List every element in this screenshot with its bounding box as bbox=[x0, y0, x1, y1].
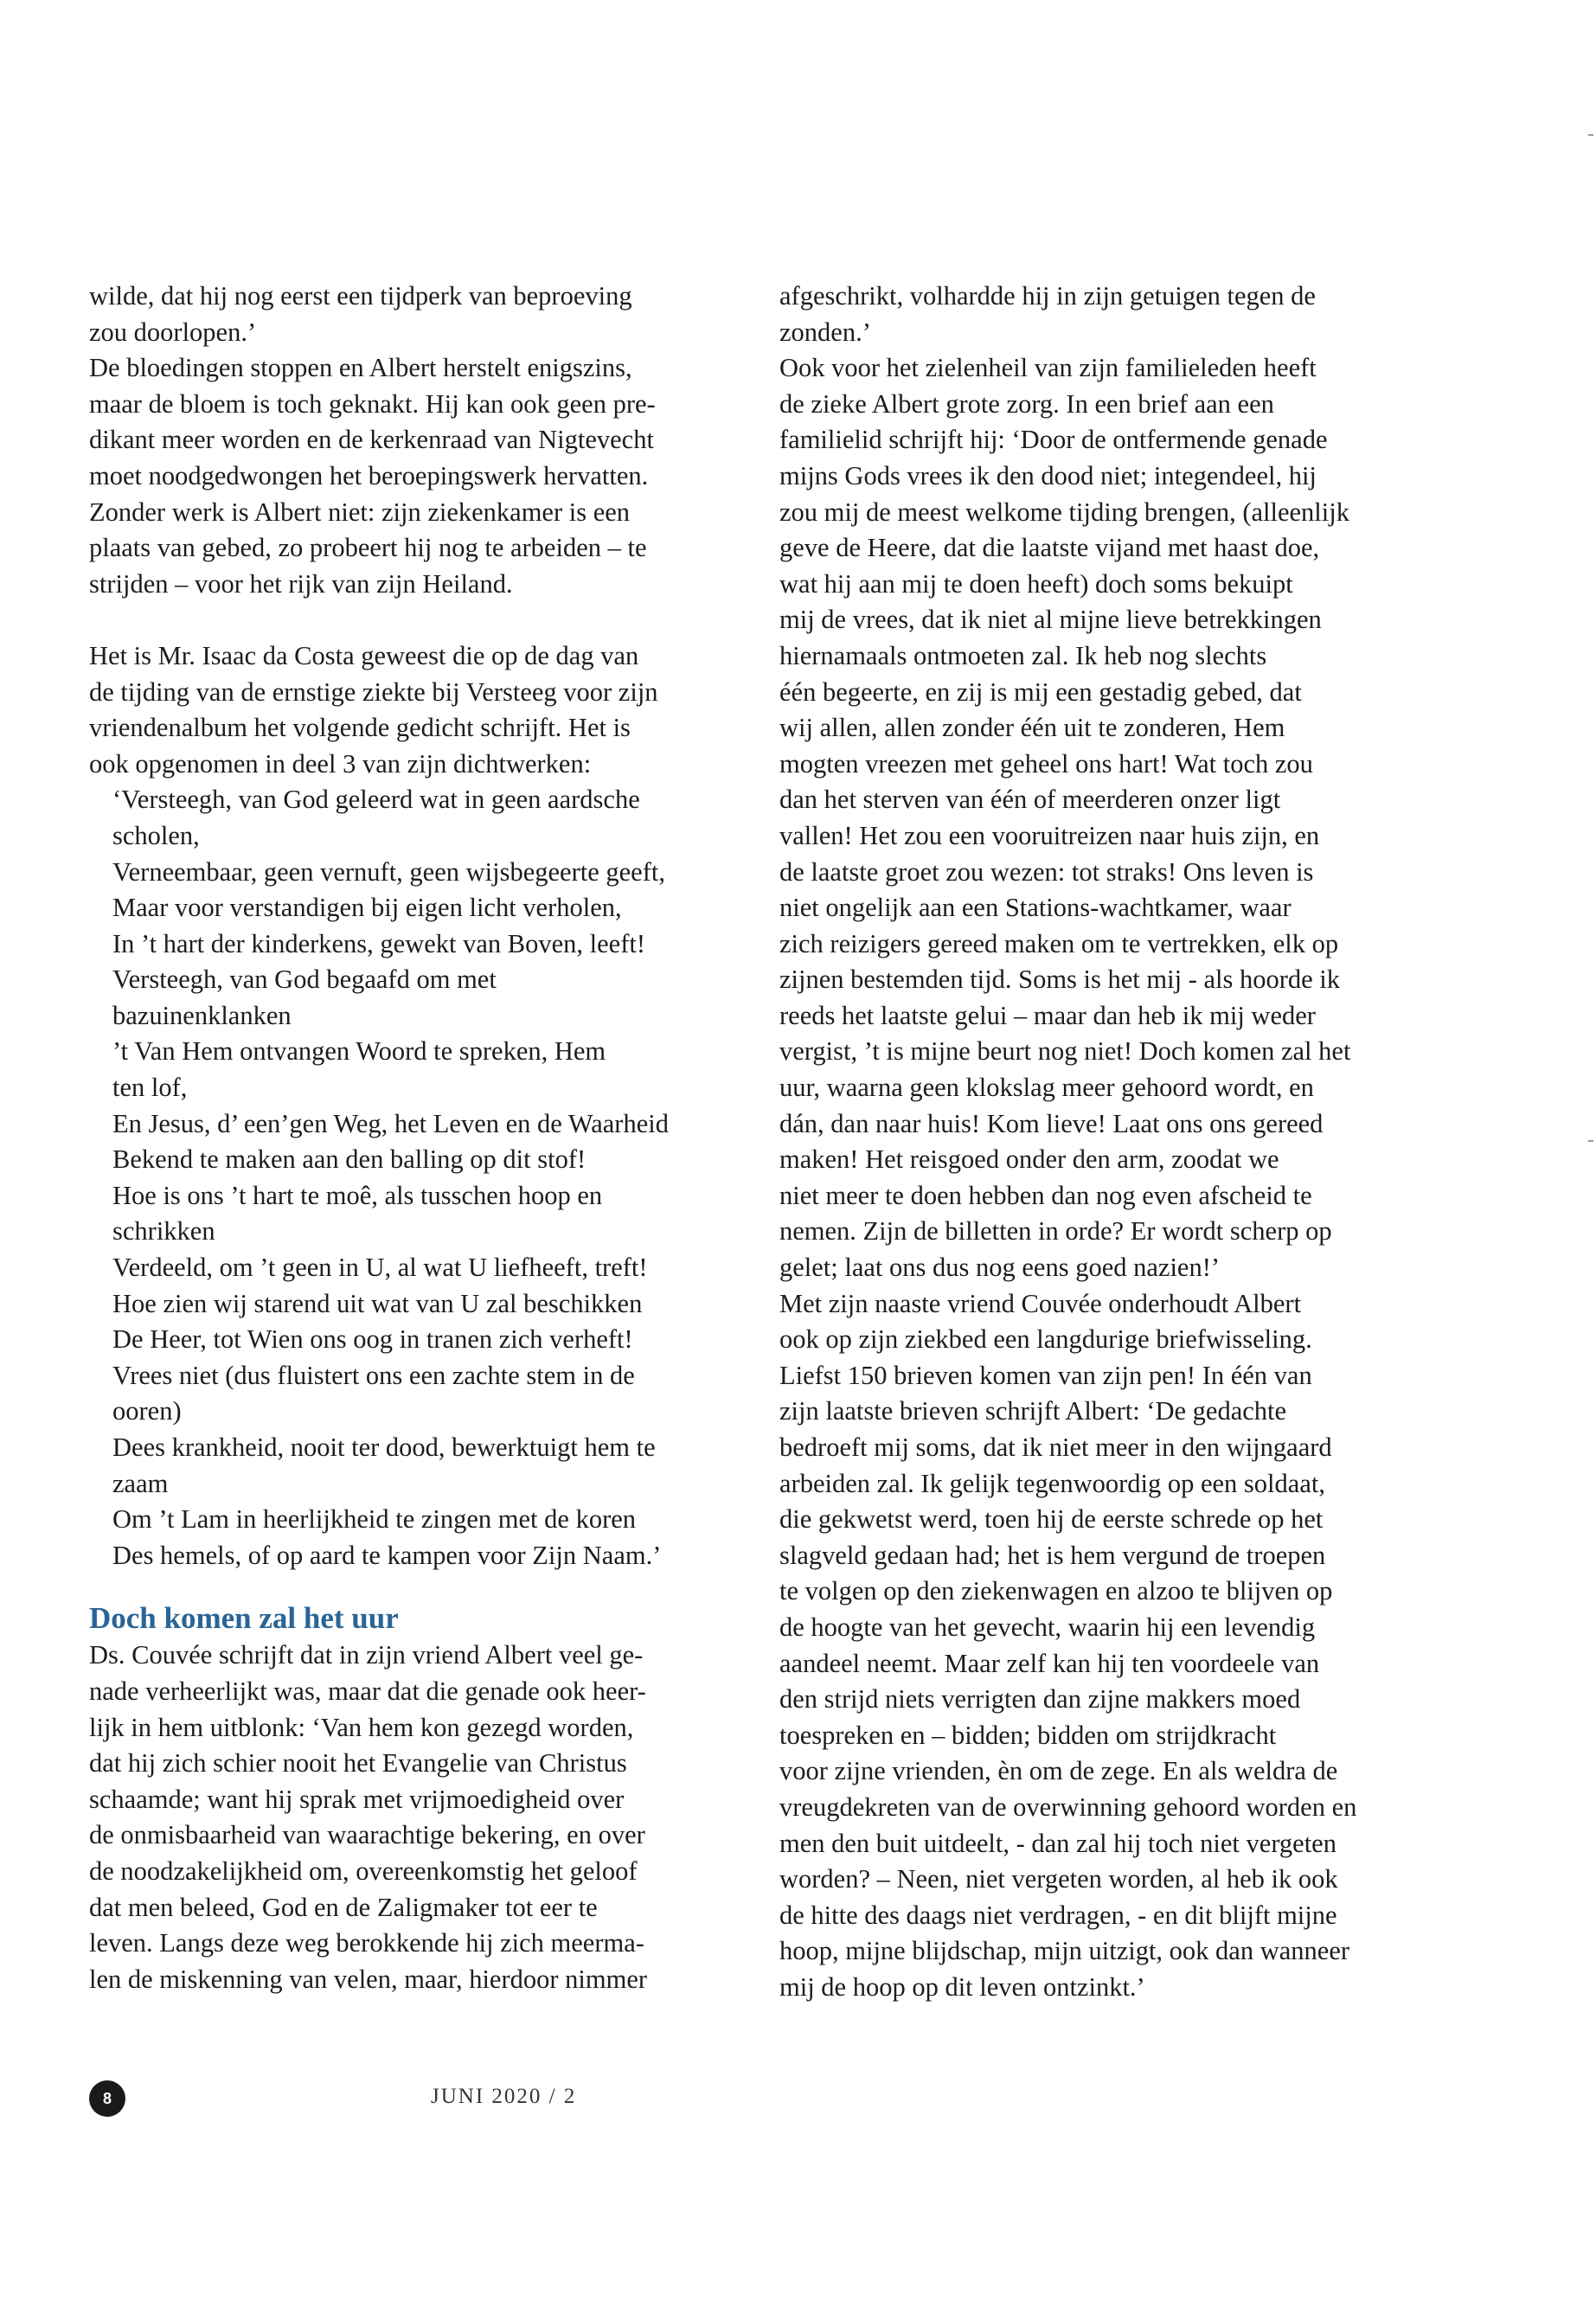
text-line: de laatste groet zou wezen: tot straks! Ons leven is bbox=[779, 856, 1314, 887]
paragraph-2 bbox=[89, 638, 747, 782]
issue-label: JUNI 2020 / 2 bbox=[431, 2085, 577, 2108]
text-line: geve de Heere, dat die laatste vijand met haast doe, bbox=[779, 533, 1320, 563]
text-line: de hitte des daags niet verdragen, - en dit blijft mijne bbox=[779, 1900, 1337, 1930]
poem-line: Vrees niet (dus fluistert ons een zachte stem in de bbox=[112, 1360, 635, 1390]
heading-spacer bbox=[89, 1574, 747, 1599]
paragraph-3 bbox=[89, 1638, 747, 1997]
text-line: mogten vreezen met geheel ons hart! Wat toch zou bbox=[779, 748, 1313, 779]
text-line: dat men beleed, God en de Zaligmaker tot eer te bbox=[89, 1892, 598, 1922]
poem-line: Hoe zien wij starend uit wat van U zal beschikken bbox=[112, 1288, 643, 1318]
text-line: leven. Langs deze weg berokkende hij zich meerma- bbox=[89, 1928, 644, 1958]
text-line: moet noodgedwongen het beroepingswerk hervatten. bbox=[89, 460, 649, 490]
text-line: zonden.’ bbox=[779, 317, 871, 347]
poem-line: ‘Versteegh, van God geleerd wat in geen aardsche bbox=[112, 785, 640, 815]
poem-line: schrikken bbox=[112, 1216, 215, 1247]
right-column-text bbox=[779, 279, 1445, 2006]
poem-line: Om ’t Lam in heerlijkheid te zingen met de koren bbox=[112, 1504, 637, 1535]
text-line: toespreken en – bidden; bidden om strijdkracht bbox=[779, 1720, 1277, 1750]
poem-line: Des hemels, of op aard te kampen voor Zijn Naam.’ bbox=[112, 1540, 662, 1570]
text-line: nemen. Zijn de billetten in orde? Er wordt scherp op bbox=[779, 1216, 1332, 1247]
text-line: plaats van gebed, zo probeert hij nog te arbeiden – te bbox=[89, 533, 647, 563]
text-line: vallen! Het zou een vooruitreizen naar huis zijn, en bbox=[779, 820, 1320, 850]
text-line: lijk in hem uitblonk: ‘Van hem kon gezegd worden, bbox=[89, 1712, 634, 1742]
text-line: mij de hoop op dit leven ontzinkt.’ bbox=[779, 1971, 1145, 2002]
text-line: vreugdekreten van de overwinning gehoord worden en bbox=[779, 1791, 1357, 1822]
text-line: Liefst 150 brieven komen van zijn pen! In één van bbox=[779, 1360, 1312, 1390]
text-line: zou doorlopen.’ bbox=[89, 317, 257, 347]
text-line: de onmisbaarheid van waarachtige bekering, en over bbox=[89, 1820, 645, 1850]
text-line: de tijding van de ernstige ziekte bij Versteeg voor zijn bbox=[89, 676, 658, 707]
poem-line: ten lof, bbox=[112, 1073, 188, 1103]
text-line: hiernamaals ontmoeten zal. Ik heb nog slechts bbox=[779, 640, 1267, 670]
text-line: arbeiden zal. Ik gelijk tegenwoordig op een soldaat, bbox=[779, 1468, 1325, 1498]
text-line: maken! Het reisgoed onder den arm, zoodat we bbox=[779, 1144, 1279, 1175]
poem-line: In ’t hart der kinderkens, gewekt van Boven, leeft! bbox=[112, 928, 646, 958]
text-line: één begeerte, en zij is mij een gestadig gebed, dat bbox=[779, 676, 1302, 707]
section-heading: Doch komen zal het uur bbox=[89, 1601, 399, 1636]
text-line: dikant meer worden en de kerkenraad van Nigtevecht bbox=[89, 425, 654, 455]
text-line: Het is Mr. Isaac da Costa geweest die op de dag van bbox=[89, 640, 639, 670]
text-line: schaamde; want hij sprak met vrijmoedigheid over bbox=[89, 1784, 625, 1814]
text-line: vriendenalbum het volgende gedicht schrijft. Het is bbox=[89, 713, 631, 743]
poem-line: scholen, bbox=[112, 820, 200, 850]
text-line: voor zijne vrienden, èn om de zege. En als weldra de bbox=[779, 1756, 1338, 1786]
poem-line: ’t Van Hem ontvangen Woord te spreken, Hem bbox=[112, 1036, 606, 1067]
text-line: hoop, mijne blijdschap, mijn uitzigt, ook dan wanneer bbox=[779, 1936, 1350, 1966]
text-line: bedroeft mij soms, dat ik niet meer in den wijngaard bbox=[779, 1433, 1332, 1462]
text-line: niet meer te doen hebben dan nog even afscheid te bbox=[779, 1180, 1312, 1210]
poem-block bbox=[89, 782, 747, 1574]
text-line: Met zijn naaste vriend Couvée onderhoudt Albert bbox=[779, 1288, 1302, 1318]
text-line: worden? – Neen, niet vergeten worden, al heb ik ook bbox=[779, 1864, 1338, 1894]
text-line: aandeel neemt. Maar zelf kan hij ten voordeele van bbox=[779, 1648, 1320, 1678]
poem-line: ooren) bbox=[112, 1396, 182, 1426]
text-line: die gekwetst werd, toen hij de eerste schrede op het bbox=[779, 1504, 1324, 1535]
crop-mark bbox=[1588, 1140, 1593, 1142]
paragraph-1 bbox=[89, 279, 747, 602]
poem-line: Versteegh, van God begaafd om met bbox=[112, 965, 497, 995]
text-line: zou mij de meest welkome tijding brengen, (alleenlijk bbox=[779, 497, 1349, 527]
text-line: dat hij zich schier nooit het Evangelie van Christus bbox=[89, 1748, 627, 1779]
text-line: reeds het laatste gelui – maar dan heb ik mij weder bbox=[779, 1000, 1316, 1030]
poem-line: De Heer, tot Wien ons oog in tranen zich verheft! bbox=[112, 1324, 633, 1355]
text-line: maar de bloem is toch geknakt. Hij kan ook geen pre- bbox=[89, 388, 656, 419]
text-line: slagveld gedaan had; het is hem vergund de troepen bbox=[779, 1540, 1326, 1570]
poem-line: Hoe is ons ’t hart te moê, als tusschen hoop en bbox=[112, 1180, 603, 1210]
text-line: afgeschrikt, volhardde hij in zijn getuigen tegen de bbox=[779, 281, 1316, 311]
text-line: vergist, ’t is mijne beurt nog niet! Doch komen zal het bbox=[779, 1036, 1351, 1067]
poem-line: En Jesus, d’ een’gen Weg, het Leven en de Waarheid bbox=[112, 1108, 669, 1138]
text-line: ook opgenomen in deel 3 van zijn dichtwerken: bbox=[89, 748, 592, 779]
text-line: men den buit uitdeelt, - dan zal hij toch niet vergeten bbox=[779, 1828, 1336, 1858]
poem-line: zaam bbox=[112, 1468, 169, 1498]
text-line: Ds. Couvée schrijft dat in zijn vriend Albert veel ge- bbox=[89, 1640, 644, 1670]
text-line: ook op zijn ziekbed een langdurige briefwisseling. bbox=[779, 1324, 1312, 1355]
text-line: nade verheerlijkt was, maar dat die genade ook heer- bbox=[89, 1676, 646, 1706]
text-line: de noodzakelijkheid om, overeenkomstig het geloof bbox=[89, 1856, 638, 1886]
paragraph-spacer bbox=[89, 602, 747, 638]
poem-line: bazuinenklanken bbox=[112, 1000, 292, 1030]
text-line: de zieke Albert grote zorg. In een brief aan een bbox=[779, 388, 1274, 419]
poem-line: Dees krankheid, nooit ter dood, bewerktuigt hem te bbox=[112, 1433, 656, 1462]
text-line: dán, dan naar huis! Kom lieve! Laat ons ons gereed bbox=[779, 1108, 1324, 1138]
text-line: len de miskenning van velen, maar, hierdoor nimmer bbox=[89, 1964, 648, 1994]
page-number-badge: 8 bbox=[89, 2080, 125, 2117]
left-column bbox=[89, 279, 747, 1997]
poem-line: Bekend te maken aan den balling op dit stof! bbox=[112, 1144, 586, 1175]
text-line: wilde, dat hij nog eerst een tijdperk van beproeving bbox=[89, 281, 632, 311]
text-line: familielid schrijft hij: ‘Door de ontfermende genade bbox=[779, 425, 1328, 455]
text-line: dan het sterven van één of meerderen onzer ligt bbox=[779, 785, 1281, 815]
text-line: de hoogte van het gevecht, waarin hij een levendig bbox=[779, 1612, 1316, 1642]
text-line: te volgen op den ziekenwagen en alzoo te blijven op bbox=[779, 1576, 1333, 1606]
text-line: den strijd niets verrigten dan zijne makkers moed bbox=[779, 1684, 1301, 1715]
text-line: zich reizigers gereed maken om te vertrekken, elk op bbox=[779, 928, 1339, 958]
text-line: mijns Gods vrees ik den dood niet; integendeel, hij bbox=[779, 460, 1317, 490]
text-line: strijden – voor het rijk van zijn Heiland. bbox=[89, 568, 513, 599]
poem-line: Maar voor verstandigen bij eigen licht verholen, bbox=[112, 893, 622, 923]
text-line: wat hij aan mij te doen heeft) doch soms bekuipt bbox=[779, 568, 1293, 599]
text-line: De bloedingen stoppen en Albert herstelt enigszins, bbox=[89, 353, 632, 383]
text-line: wij allen, allen zonder één uit te zonderen, Hem bbox=[779, 713, 1285, 743]
text-line: uur, waarna geen klokslag meer gehoord wordt, en bbox=[779, 1073, 1314, 1103]
text-line: mij de vrees, dat ik niet al mijne lieve betrekkingen bbox=[779, 605, 1322, 635]
poem-line: Verneembaar, geen vernuft, geen wijsbegeerte geeft, bbox=[112, 856, 665, 887]
text-line: gelet; laat ons dus nog eens goed nazien!’ bbox=[779, 1253, 1221, 1283]
text-line: zijnen bestemden tijd. Soms is het mij - als hoorde ik bbox=[779, 965, 1341, 995]
right-column bbox=[779, 279, 1445, 2006]
text-line: Zonder werk is Albert niet: zijn ziekenkamer is een bbox=[89, 497, 631, 527]
poem-line: Verdeeld, om ’t geen in U, al wat U liefheeft, treft! bbox=[112, 1253, 648, 1283]
text-line: niet ongelijk aan een Stations-wachtkamer, waar bbox=[779, 893, 1292, 923]
text-line: Ook voor het zielenheil van zijn familieleden heeft bbox=[779, 353, 1317, 383]
crop-mark bbox=[1588, 134, 1593, 136]
text-line: zijn laatste brieven schrijft Albert: ‘De gedachte bbox=[779, 1396, 1287, 1426]
